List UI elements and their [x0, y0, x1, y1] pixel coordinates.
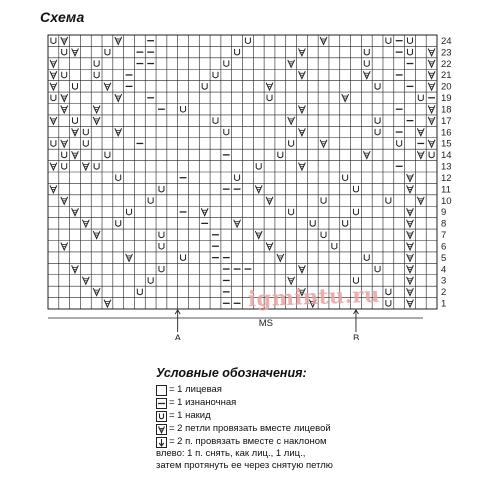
row-number: 10: [441, 195, 452, 207]
yarn-over-mark: [289, 209, 294, 215]
yarn-over-mark: [137, 289, 142, 295]
marker-a-label: A: [174, 333, 182, 340]
yarn-over-mark: [321, 197, 326, 203]
yarn-over-mark: [375, 117, 380, 123]
yarn-over-mark: [353, 186, 358, 192]
row-number: 17: [441, 115, 452, 127]
yarn-over-mark: [62, 163, 67, 169]
knitting-chart-page: Схема 1 2 3 4 5 6 7 8 9 10 11 12 13 14 15 16 17 18 19 20 21 22 23 24 A B MS igmintu.ru Условные обозначения: = 1 лицевая = 1 изнаночная = 1 накид = 2 петли провязать вместе лицевой = 2 п. провязать вместе с наклоном влево: 1 п. снять, как лиц., 1 лиц., затем протянуть ее через снятую петлю: [0, 0, 500, 500]
yarn-over-mark: [83, 140, 88, 146]
yarn-over-mark: [105, 152, 110, 158]
row-number: 13: [441, 161, 452, 173]
row-number: 5: [441, 252, 447, 264]
yarn-over-mark: [116, 175, 121, 181]
row-number: 3: [441, 275, 447, 287]
yarn-over-mark: [51, 38, 56, 44]
yarn-over-mark: [105, 49, 110, 55]
yarn-over-mark: [256, 163, 261, 169]
row-number: 18: [441, 104, 452, 116]
yarn-over-mark: [386, 38, 391, 44]
yarn-over-mark: [375, 266, 380, 272]
legend-note-line-2: затем протянуть ее через снятую петлю: [156, 460, 333, 471]
yarn-over-mark: [321, 232, 326, 238]
chart-title: Схема: [40, 9, 85, 25]
yarn-over-mark: [62, 152, 67, 158]
marker-ms-label: MS: [258, 318, 273, 329]
row-number: 19: [441, 93, 452, 104]
row-number: 9: [441, 207, 447, 219]
row-number: 11: [441, 184, 451, 196]
yarn-over-mark: [397, 140, 402, 146]
yarn-over-mark: [127, 209, 132, 215]
yarn-over-mark: [267, 95, 272, 101]
yarn-over-mark: [202, 83, 207, 89]
row-number: 22: [441, 58, 452, 70]
yarn-over-mark: [375, 83, 380, 89]
row-number: 8: [441, 218, 447, 230]
row-number: 15: [441, 138, 452, 150]
row-number: 6: [441, 241, 447, 253]
yarn-over-mark: [407, 38, 412, 44]
row-number: 12: [441, 172, 452, 184]
row-number: 14: [441, 150, 452, 162]
knit-stitch-icon: [156, 385, 167, 396]
yarn-over-icon: [156, 411, 167, 422]
yarn-over-mark: [213, 72, 218, 78]
yarn-over-mark: [364, 60, 369, 66]
yarn-over-mark: [73, 83, 78, 89]
yarn-over-mark: [245, 38, 250, 44]
legend-note-line-1: влево: 1 п. снять, как лиц., 1 лиц.,: [156, 448, 306, 459]
yarn-over-mark: [278, 152, 283, 158]
yarn-over-mark: [213, 117, 218, 123]
yarn-over-mark: [224, 129, 229, 135]
row-number: 7: [441, 230, 447, 241]
yarn-over-mark: [148, 197, 153, 203]
yarn-over-mark: [235, 49, 240, 55]
yarn-over-mark: [94, 163, 99, 169]
yarn-over-mark: [235, 175, 240, 181]
row-number: 21: [441, 70, 452, 82]
chart-grid-lines: [48, 35, 437, 309]
legend-title: Условные обозначения:: [156, 366, 307, 380]
yarn-over-mark: [343, 220, 348, 226]
yarn-over-mark: [62, 49, 67, 55]
yarn-over-mark: [159, 232, 164, 238]
k2tog-icon: [156, 424, 167, 435]
yarn-over-mark: [181, 254, 186, 260]
watermark-text: igmintu.ru: [247, 281, 381, 312]
yarn-over-mark: [343, 175, 348, 181]
yarn-over-mark: [310, 220, 315, 226]
yarn-over-mark: [429, 152, 434, 158]
yarn-over-mark: [386, 289, 391, 295]
yarn-over-mark: [83, 129, 88, 135]
yarn-over-mark: [51, 140, 56, 146]
purl-stitch-icon: [156, 398, 167, 409]
yarn-over-mark: [364, 254, 369, 260]
yarn-over-mark: [364, 49, 369, 55]
yarn-over-mark: [289, 140, 294, 146]
yarn-over-mark: [62, 72, 67, 78]
yarn-over-mark: [51, 95, 56, 101]
yarn-over-mark: [386, 300, 391, 306]
yarn-over-mark: [181, 106, 186, 112]
row-number: 1: [441, 298, 447, 310]
row-number: 23: [441, 47, 452, 59]
yarn-over-mark: [94, 60, 99, 66]
yarn-over-mark: [375, 129, 380, 135]
yarn-over-mark: [407, 49, 412, 55]
ssk-icon: [156, 437, 167, 448]
yarn-over-mark: [116, 220, 121, 226]
yarn-over-mark: [159, 266, 164, 272]
row-number: 4: [441, 264, 447, 276]
row-number: 20: [441, 81, 452, 93]
yarn-over-mark: [159, 243, 164, 249]
yarn-over-mark: [332, 243, 337, 249]
row-number: 16: [441, 127, 452, 139]
yarn-over-mark: [224, 60, 229, 66]
yarn-over-mark: [94, 72, 99, 78]
row-number: 2: [441, 287, 447, 299]
yarn-over-mark: [353, 209, 358, 215]
row-number: 24: [441, 35, 452, 47]
yarn-over-mark: [73, 117, 78, 123]
yarn-over-mark: [148, 277, 153, 283]
yarn-over-mark: [159, 186, 164, 192]
yarn-over-mark: [418, 95, 423, 101]
marker-b-label: B: [352, 333, 360, 340]
yarn-over-mark: [386, 197, 391, 203]
